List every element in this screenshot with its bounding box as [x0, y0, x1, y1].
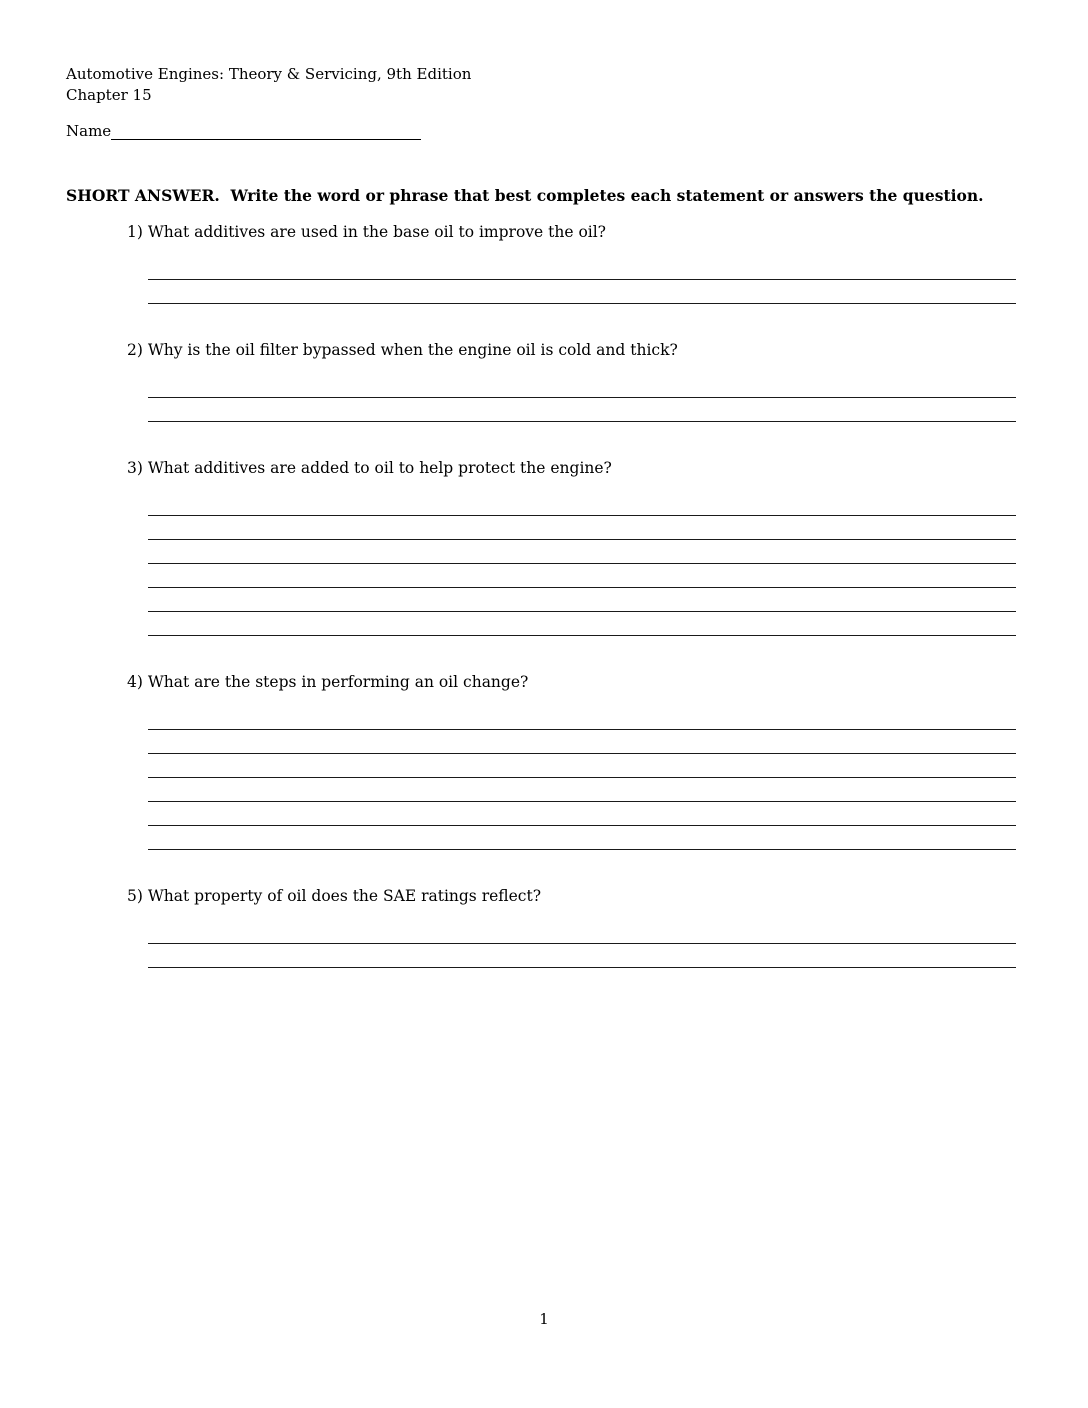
answer-line	[148, 802, 1016, 826]
question-text: 3) What additives are added to oil to help protect the engine?	[127, 459, 612, 477]
question-text: 1) What additives are used in the base oil to improve the oil?	[127, 223, 606, 241]
page-number: 1	[539, 1310, 549, 1328]
answer-line	[148, 588, 1016, 612]
answer-line	[148, 754, 1016, 778]
answer-line	[148, 540, 1016, 564]
answer-line	[148, 730, 1016, 754]
answer-lines	[148, 706, 1016, 850]
answer-line	[148, 280, 1016, 304]
answer-lines	[148, 920, 1016, 968]
answer-line	[148, 256, 1016, 280]
answer-line	[148, 826, 1016, 850]
questions	[0, 222, 1088, 1004]
answer-lines	[148, 256, 1016, 304]
chapter-label: Chapter 15	[66, 86, 152, 104]
answer-line	[148, 706, 1016, 730]
question-block	[0, 886, 1088, 968]
answer-line	[148, 516, 1016, 540]
question-block	[0, 458, 1088, 636]
book-title: Automotive Engines: Theory & Servicing, 9th Edition	[66, 65, 472, 83]
name-label: Name	[66, 122, 112, 140]
name-blank-line	[111, 121, 421, 140]
name-row	[66, 121, 421, 140]
document-header	[66, 64, 1022, 106]
answer-line	[148, 920, 1016, 944]
answer-line	[148, 492, 1016, 516]
question-text: 2) Why is the oil filter bypassed when the engine oil is cold and thick?	[127, 341, 678, 359]
answer-line	[148, 398, 1016, 422]
question-block	[0, 672, 1088, 850]
section-heading: SHORT ANSWER. Write the word or phrase that best completes each statement or answers the question.	[66, 186, 984, 205]
question-block	[0, 222, 1088, 304]
answer-line	[148, 778, 1016, 802]
answer-line	[148, 564, 1016, 588]
answer-line	[148, 944, 1016, 968]
answer-line	[148, 612, 1016, 636]
answer-line	[148, 374, 1016, 398]
question-text: 5) What property of oil does the SAE ratings reflect?	[127, 887, 542, 905]
answer-lines	[148, 492, 1016, 636]
answer-lines	[148, 374, 1016, 422]
question-text: 4) What are the steps in performing an oil change?	[127, 673, 529, 691]
question-block	[0, 340, 1088, 422]
